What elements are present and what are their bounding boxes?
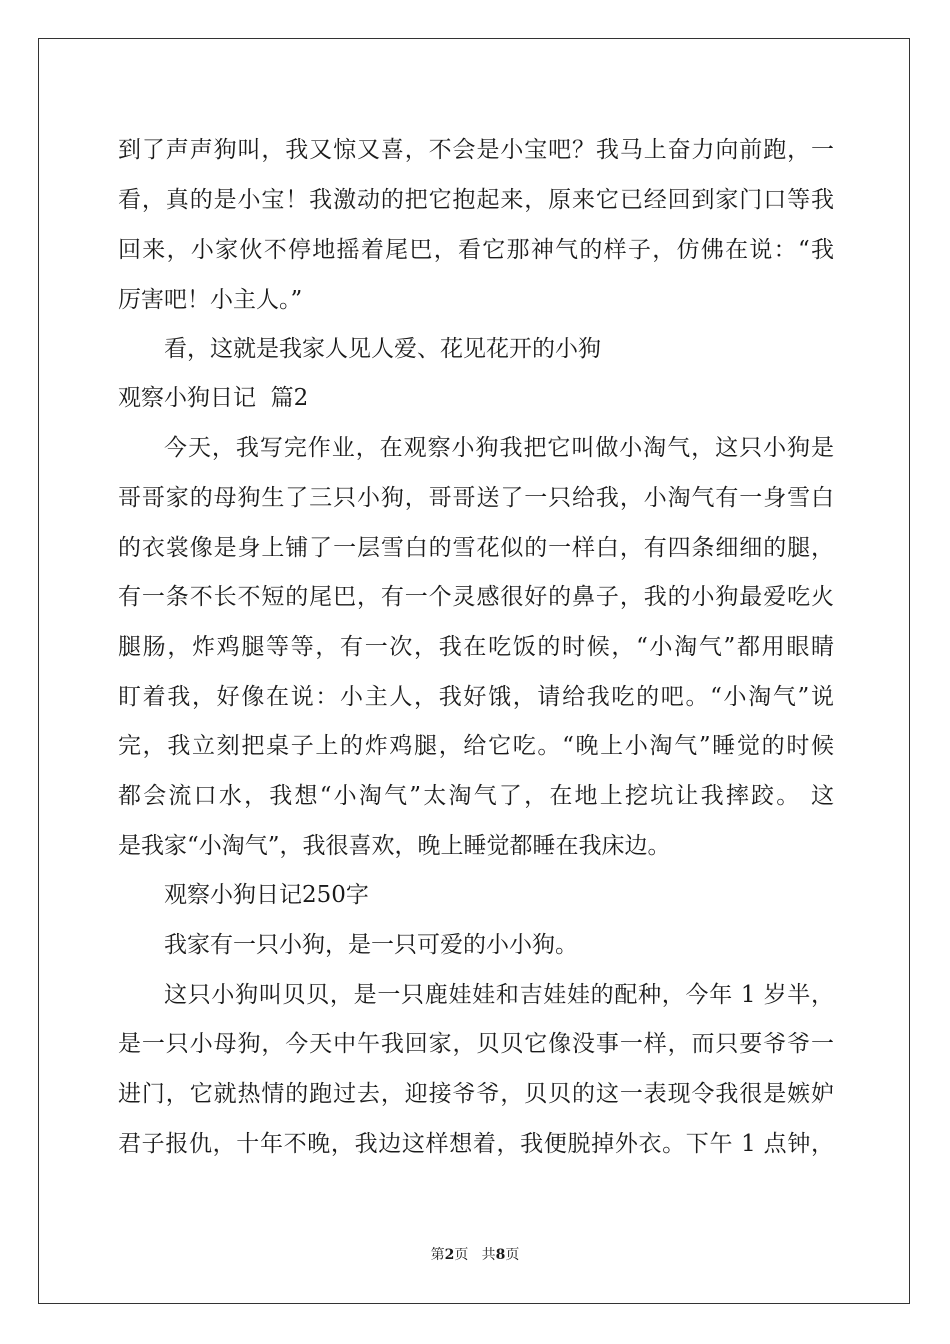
- text-line: 这只小狗叫贝贝，是一只鹿娃娃和吉娃娃的配种，今年 1 岁半，: [164, 982, 834, 1008]
- text-line: 到了声声狗叫，我又惊又喜，不会是小宝吧？我马上奋力向前跑，一: [118, 137, 834, 163]
- section-heading: 观察小狗日记 篇2: [118, 385, 309, 411]
- page-footer: [0, 1246, 950, 1264]
- text-line: 哥哥家的母狗生了三只小狗，哥哥送了一只给我，小淘气有一身雪白: [118, 485, 834, 511]
- text-line: 都会流口水，我想“小淘气”太淘气了，在地上挖坑让我摔跤。 这: [118, 783, 834, 809]
- text-line: 的衣裳像是身上铺了一层雪白的雪花似的一样白，有四条细细的腿，: [118, 535, 834, 561]
- section-heading: 观察小狗日记250字: [164, 882, 369, 908]
- text-line: 君子报仇，十年不晚，我边这样想着，我便脱掉外衣。下午 1 点钟，: [118, 1131, 834, 1157]
- text-line: 完，我立刻把桌子上的炸鸡腿，给它吃。“晚上小淘气”睡觉的时候: [118, 733, 834, 759]
- text-line: 今天，我写完作业，在观察小狗我把它叫做小淘气，这只小狗是: [164, 435, 834, 461]
- footer-total-suffix: 页: [505, 1247, 520, 1263]
- text-line: 厉害吧！小主人。”: [118, 287, 303, 313]
- footer-page-suffix: 页: [454, 1247, 469, 1263]
- footer-page-prefix: 第: [430, 1247, 445, 1263]
- text-line: 腿肠，炸鸡腿等等，有一次，我在吃饭的时候，“小淘气”都用眼睛: [118, 634, 834, 660]
- page-border: [38, 38, 910, 1304]
- text-line: 看，这就是我家人见人爱、花见花开的小狗: [164, 336, 601, 362]
- text-line: 是我家“小淘气”，我很喜欢，晚上睡觉都睡在我床边。: [118, 833, 671, 859]
- text-line: 看，真的是小宝！我激动的把它抱起来，原来它已经回到家门口等我: [118, 187, 834, 213]
- footer-page-number: 2: [444, 1247, 455, 1263]
- footer-total-prefix: 共: [481, 1247, 496, 1263]
- text-line: 有一条不长不短的尾巴，有一个灵感很好的鼻子，我的小狗最爱吃火: [118, 584, 834, 610]
- footer-total-number: 8: [495, 1247, 506, 1263]
- text-line: 是一只小母狗，今天中午我回家，贝贝它像没事一样，而只要爷爷一: [118, 1031, 834, 1057]
- text-line: 我家有一只小狗，是一只可爱的小小狗。: [164, 932, 578, 958]
- text-line: 盯着我，好像在说：小主人，我好饿，请给我吃的吧。“小淘气”说: [118, 684, 834, 710]
- text-line: 回来，小家伙不停地摇着尾巴，看它那神气的样子，仿佛在说：“我: [118, 237, 834, 263]
- text-line: 进门，它就热情的跑过去，迎接爷爷，贝贝的这一表现令我很是嫉妒: [118, 1081, 834, 1107]
